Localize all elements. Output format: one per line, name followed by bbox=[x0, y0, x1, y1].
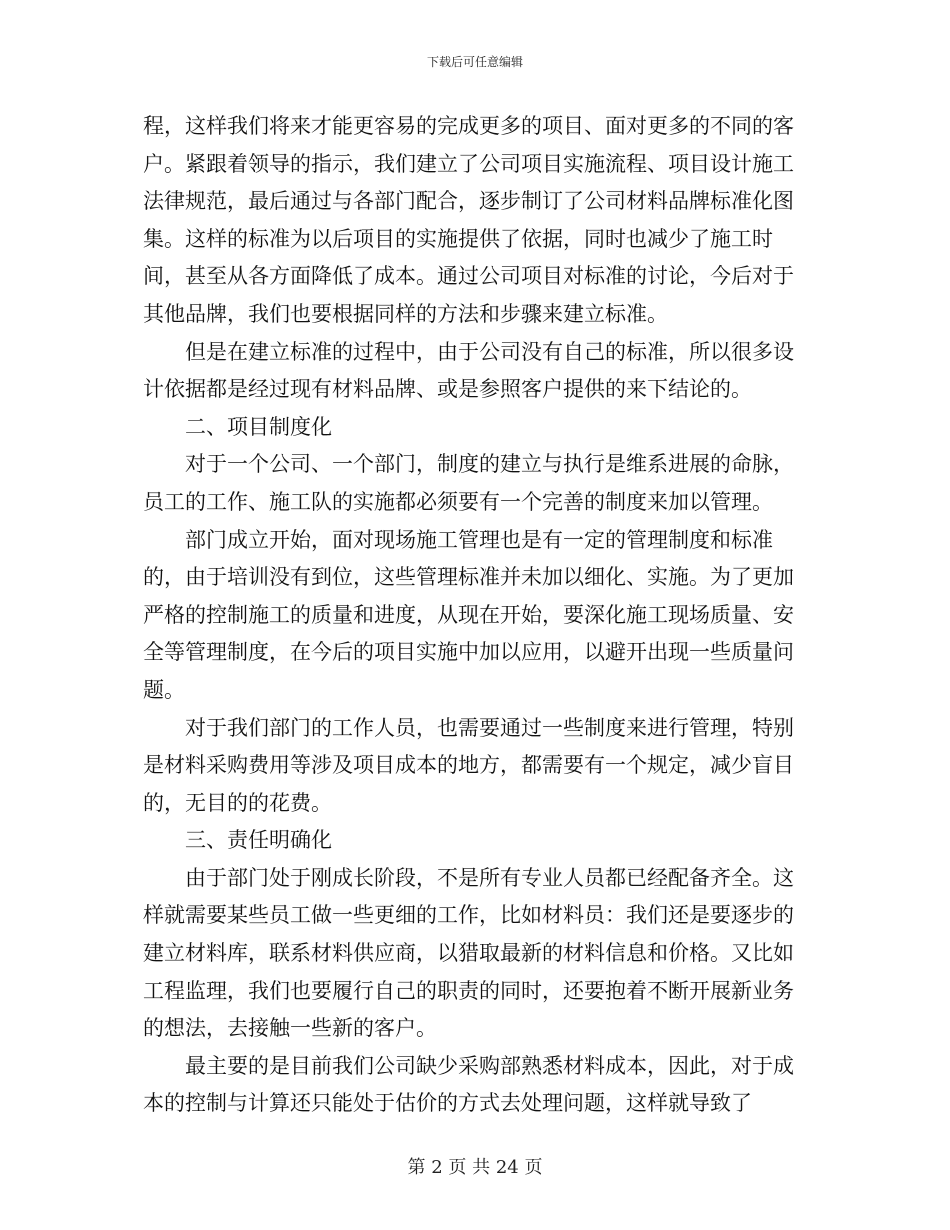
paragraph-1: 程，这样我们将来才能更容易的完成更多的项目、面对更多的不同的客户。紧跟着领导的指示，我们建立了公司项目实施流程、项目设计施工法律规范，最后通过与各部门配合，逐步制订了公司材料品牌标准化图集。这样的标准为以后项目的实施提供了依据，同时也减少了施工时间，甚至从各方面降低了成本。通过公司项目对标准的讨论，今后对于其他品牌，我们也要根据同样的方法和步骤来建立标准。 bbox=[143, 114, 794, 326]
page-number-footer: 第 2 页 共 24 页 bbox=[407, 1157, 543, 1178]
document-body bbox=[143, 108, 803, 1123]
paragraph-7: 最主要的是目前我们公司缺少采购部熟悉材料成本，因此，对于成本的控制与计算还只能处于估价的方式去处理问题，这样就导致了 bbox=[143, 1053, 794, 1116]
paragraph-3: 对于一个公司、一个部门，制度的建立与执行是维系进展的命脉，员工的工作、施工队的实施都必须要有一个完善的制度来加以管理。 bbox=[143, 452, 794, 514]
paragraph-4: 部门成立开始，面对现场施工管理也是有一定的管理制度和标准的，由于培训没有到位，这些管理标准并未加以细化、实施。为了更加严格的控制施工的质量和进度，从现在开始，要深化施工现场质量、安全等管理制度，在今后的项目实施中加以应用，以避开出现一些质量问题。 bbox=[143, 527, 794, 702]
paragraph-5: 对于我们部门的工作人员，也需要通过一些制度来进行管理，特别是材料采购费用等涉及项目成本的地方，都需要有一个规定，减少盲目的，无目的的花费。 bbox=[143, 715, 794, 815]
paragraph-2: 但是在建立标准的过程中，由于公司没有自己的标准，所以很多设计依据都是经过现有材料品牌、或是参照客户提供的来下结论的。 bbox=[143, 339, 794, 402]
section-heading-3: 三、责任明确化 bbox=[185, 828, 332, 853]
section-heading-2: 二、项目制度化 bbox=[185, 414, 332, 439]
paragraph-6: 由于部门处于刚成长阶段，不是所有专业人员都已经配备齐全。这样就需要某些员工做一些更细的工作，比如材料员：我们还是要逐步的建立材料库，联系材料供应商，以猎取最新的材料信息和价格。又比如工程监理，我们也要履行自己的职责的同时，还要抱着不断开展新业务的想法，去接触一些新的客户。 bbox=[143, 865, 794, 1041]
page-header: 下载后可任意编辑 bbox=[426, 55, 523, 69]
